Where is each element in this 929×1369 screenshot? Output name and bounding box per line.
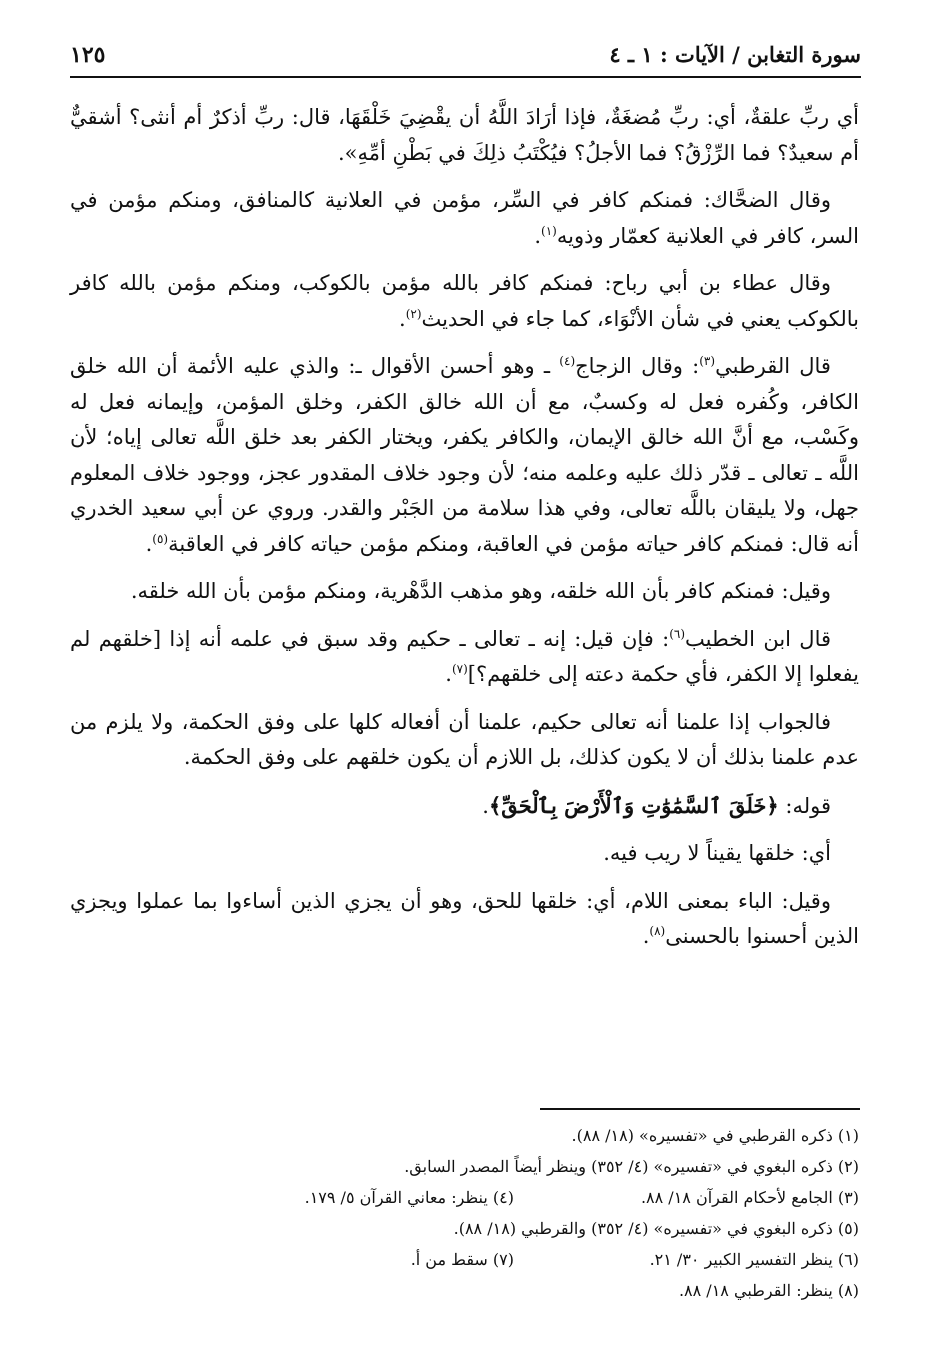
- page-header: [70, 40, 861, 78]
- page-number: ١٢٥: [70, 42, 115, 68]
- sura-title: سورة التغابن / الآيات : ١ ـ ٤: [599, 42, 861, 67]
- footnote-row: (٣) الجامع لأحكام القرآن ١٨/ ٨٨. (٤) ينظر: معاني القرآن ٥/ ١٧٩.: [304, 1188, 859, 1207]
- footnotes: [70, 1120, 859, 1306]
- quran-verse: ﴿خَلَقَ ٱلسَّمَٰوَٰتِ وَٱلْأَرْضَ بِٱلْحَقِّ﴾: [488, 792, 779, 818]
- footnote-row: (٥) ذكره البغوي في «تفسيره» (٤/ ٣٥٢) والقرطبي (١٨/ ٨٨).: [453, 1219, 859, 1238]
- paragraph-3: وقال عطاء بن أبي رباح: فمنكم كافر بالله مؤمن بالكوكب، ومنكم مؤمن بالله كافر بالكوكب يعني في شأن الأنْوَاء، كما جاء في الحديث$^{(٢)}$.: [70, 271, 859, 331]
- footnote-row: (٢) ذكره البغوي في «تفسيره» (٤/ ٣٥٢) وينظر أيضاً المصدر السابق.: [404, 1157, 859, 1176]
- footnote-ref[interactable]: (٤): [559, 354, 576, 368]
- main-text: [70, 100, 859, 967]
- footnote-ref[interactable]: (٧): [451, 662, 468, 676]
- footnote-ref[interactable]: (٣): [699, 354, 716, 368]
- paragraph-7: فالجواب إذا علمنا أنه تعالى حكيم، علمنا أن أفعاله كلها على وفق الحكمة، ولا يلزم من عدم علمنا بذلك أن لا يكون كذلك، بل اللازم أن يكون خلقهم على وفق الحكمة.: [70, 709, 859, 769]
- paragraph-6: قال ابن الخطيب$^{(٦)}$: فإن قيل: إنه ـ تعالى ـ حكيم وقد سبق في علمه أنه إذا [خلقهم لم يفعلوا إلا الكفر، فأي حكمة دعته إلى خلقهم؟]$^{(٧)}$.: [70, 626, 859, 686]
- paragraph-8: قوله: ﴿خَلَقَ ٱلسَّمَٰوَٰتِ وَٱلْأَرْضَ بِٱلْحَقِّ﴾.: [482, 792, 831, 818]
- footnote-row: (١) ذكره القرطبي في «تفسيره» (١٨/ ٨٨).: [571, 1126, 859, 1145]
- paragraph-9: أي: خلقها يقيناً لا ريب فيه.: [603, 841, 831, 865]
- paragraph-4: قال القرطبي$^{(٣)}$: وقال الزجاج$^{(٤)}$ ـ وهو أحسن الأقوال ـ: والذي عليه الأئمة أن الله خلق الكافر، وكُفره فعل له وكسبٌ، مع أن الله خالق الكفر، وخلق المؤمن، وإيمانه فعل له وكَسْب، مع أنَّ الله خالق الإيمان، والكافر يكفر، ويختار الكفر بعد خلق اللَّه تعالى إياه؛ لأن اللَّه ـ تعالى ـ قدّر ذلك عليه وعلمه منه؛ لأن وجود خلاف المقدور عجز، ووجود خلاف المعلوم جهل، ولا يليقان باللَّه تعالى، وفي هذا سلامة من الجَبْر والقدر. وروي عن أبي سعيد الخدري أنه قال: فمنكم كافر حياته مؤمن في العاقبة، ومنكم مؤمن حياته كافر في العاقبة$^{(٥)}$.: [70, 354, 859, 556]
- footnote-ref[interactable]: (٥): [152, 531, 169, 546]
- footnote-row: (٨) ينظر: القرطبي ١٨/ ٨٨.: [678, 1281, 859, 1300]
- footnote-ref[interactable]: (٨): [649, 924, 666, 938]
- footnote-divider: [540, 1108, 860, 1110]
- paragraph-2: وقال الضحَّاك: فمنكم كافر في السِّر، مؤمن في العلانية كالمنافق، ومنكم مؤمن في السر، كافر في العلانية كعمّار وذويه$^{(١)}$.: [70, 188, 859, 248]
- footnote-ref[interactable]: (٢): [405, 306, 422, 321]
- footnote-ref[interactable]: (١): [541, 223, 557, 238]
- footnote-row: (٦) ينظر التفسير الكبير ٣٠/ ٢١. (٧) سقط من أ.: [410, 1250, 859, 1269]
- paragraph-10: وقيل: الباء بمعنى اللام، أي: خلقها للحق، وهو أن يجزي الذين أساءوا بما عملوا ويجزي الذين أحسنوا بالحسنى$^{(٨)}$.: [70, 888, 859, 948]
- paragraph-1: أي ربِّ علقةٌ، أي: ربِّ مُضغَةٌ، فإذا أرَادَ اللَّهُ أن يقْضِيَ خَلْقَهَا، قال: ربِّ أذكرٌ أم أنثى؟ أشقيٌّ أم سعيدٌ؟ فما الرِّزْقُ؟ فما الأجلُ؟ فيُكْتَبُ ذلِكَ في بَطْنِ أمِّهِ».: [70, 105, 859, 165]
- paragraph-5: وقيل: فمنكم كافر بأن الله خلقه، وهو مذهب الدَّهْرية، ومنكم مؤمن بأن الله خلقه.: [130, 579, 831, 603]
- footnote-ref[interactable]: (٦): [669, 626, 686, 641]
